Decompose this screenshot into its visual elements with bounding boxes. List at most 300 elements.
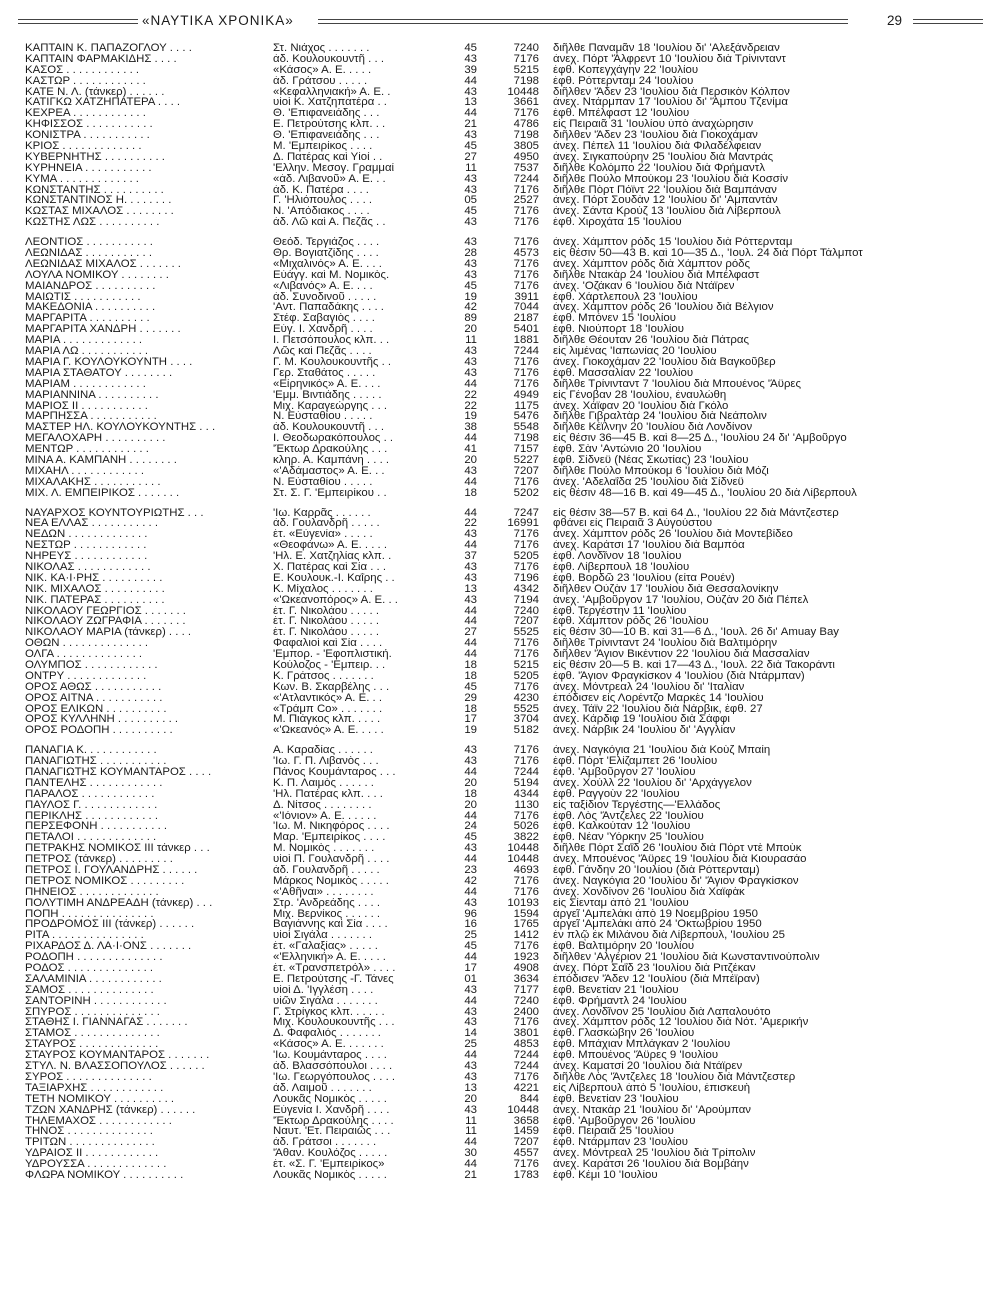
- tonnage: 7176: [513, 638, 539, 650]
- ship-row: [25, 529, 980, 540]
- tonnage: 1175: [514, 400, 539, 412]
- built-year: 43: [464, 1017, 477, 1029]
- owner: Λῶς καὶ Πεζᾶς . . . .: [273, 346, 372, 357]
- ship-row: [25, 562, 980, 573]
- tonnage: 1459: [513, 1126, 539, 1138]
- built-year: 22: [464, 389, 477, 401]
- owner: Ε. Κουλουκ.-Ι. Καΐρης . .: [273, 572, 395, 584]
- tonnage: 5182: [513, 725, 539, 737]
- ship-row: [25, 357, 980, 368]
- ship-name: ΜΕΝΤΩΡ . . . . . . . . . . . .: [25, 444, 149, 455]
- movement-note: ἀνεχ. Ντάρμπαν 17 'Ιουλίου δι' 'Άμπου Τζενίμα: [553, 97, 788, 109]
- ship-row: [25, 909, 980, 920]
- owner: Γερ. Σταθάτος . . . . .: [273, 367, 376, 379]
- ship-name: ΚΟΝΙΣΤΡΑ . . . . . . . . . . .: [25, 130, 150, 142]
- movement-note: διῆλθεν 'Άγιον Βικέντιον 22 'Ιουλίου διὰ Μασσαλίαν: [553, 649, 810, 660]
- built-year: 43: [464, 984, 477, 996]
- owner: «'Ιόνιον» Α. Ε. . . . . .: [273, 810, 377, 822]
- movement-note: ἀργεῖ 'Αμπελάκι ἀπὸ 19 Νοεμβρίου 1950: [553, 908, 758, 920]
- movement-note: διῆλθε Θέουταν 26 'Ιουλίου διὰ Πάτρας: [553, 335, 749, 347]
- ship-row: [25, 259, 980, 270]
- ship-row: [25, 455, 980, 466]
- ship-name: ΠΡΟΔΡΟΜΟΣ ΙΙΙ (τάνκερ) . . . . . .: [25, 919, 195, 931]
- tonnage: 1130: [514, 799, 539, 811]
- built-year: 11: [465, 162, 477, 174]
- owner: Κ. Π. Λαιμὸς . . . . . .: [273, 777, 374, 789]
- ship-row: [25, 1148, 980, 1159]
- tonnage: 5205: [513, 670, 539, 682]
- ship-row: [25, 974, 980, 985]
- owner: «Λιβανός» Α. Ε. . . .: [273, 280, 373, 292]
- ship-name: ΚΩΣΤΗΣ ΛΩΣ . . . . . . . . . .: [25, 217, 160, 229]
- ship-name: ΣΥΡΟΣ . . . . . . . . . . . . . .: [25, 1071, 152, 1083]
- ship-name: ΤΑΞΙΑΡΧΗΣ . . . . . . . . . . . .: [25, 1082, 164, 1094]
- ship-row: [25, 508, 980, 519]
- movement-note: ἐφθ. Λίβερπουλ 18 'Ιουλίου: [553, 561, 690, 573]
- ship-row: [25, 671, 980, 682]
- built-year: 43: [464, 237, 477, 249]
- owner: «'Αδάμαστος» Α. Ε. . .: [273, 465, 385, 477]
- tonnage: 4344: [513, 788, 539, 800]
- built-year: 44: [464, 1137, 477, 1149]
- built-year: 43: [464, 529, 477, 541]
- ship-row: [25, 745, 980, 756]
- owner: ἀδ. Κ. Πατέρα . . . .: [273, 184, 369, 196]
- tonnage: 7196: [513, 572, 539, 584]
- owner: ἑτ. «Γαλαξίας» . . . . .: [273, 941, 378, 953]
- ship-name: ΜΑΡΠΗΣΣΑ . . . . . . . . . . .: [25, 411, 157, 423]
- movement-note: διῆλθε Πούλο Μπούκομ 23 'Ιουλίου διὰ Κοσσίν: [553, 173, 789, 185]
- built-year: 43: [464, 53, 477, 65]
- ship-name: ΚΑΠΤΑΙΝ Κ. ΠΑΠΑΖΟΓΛΟΥ . . . .: [25, 43, 192, 54]
- ship-name: ΠΑΥΛΟΣ Γ. . . . . . . . . . . . .: [25, 799, 158, 811]
- ship-name: ΜΑΡΙΑΜ . . . . . . . . . . . .: [25, 378, 146, 390]
- movement-note: ἀνεχ. Σιγκαπούρην 25 'Ιουλίου διὰ Μαντράς: [553, 151, 774, 163]
- movement-note: ἀνεχ. Νάρβικ 24 'Ιουλίου δι' 'Αγγλίαν: [553, 725, 736, 737]
- ship-row: [25, 811, 980, 822]
- ship-row: [25, 898, 980, 909]
- movement-note: ἀνεχ. 'Οζάκαν 6 'Ιουλίου διὰ Ντάϊρεν: [553, 280, 735, 292]
- page-number: 29: [881, 10, 908, 32]
- tonnage: 7044: [513, 302, 539, 314]
- ship-row: [25, 595, 980, 606]
- built-year: 44: [464, 952, 477, 964]
- ship-name: ΚΕΧΡΕΑ . . . . . . . . . . . .: [25, 108, 146, 120]
- movement-note: ἀνεχ. Καράτσι 26 'Ιουλίου διὰ Βομβάην: [553, 1159, 749, 1170]
- movement-note: ἐπόδισεν εἰς Λορέντζο Μαρκὲς 14 'Ιουλίου: [553, 692, 764, 704]
- built-year: 44: [464, 616, 477, 628]
- movement-note: ἀνεχ. Ναγκόγια 21 'Ιουλίου διὰ Κοὺζ Μπαίη: [553, 745, 771, 757]
- ship-row: [25, 324, 980, 335]
- ship-row: [25, 660, 980, 671]
- header-rule: [318, 23, 848, 24]
- tonnage: 10448: [507, 843, 539, 855]
- tonnage: 7176: [513, 1159, 539, 1170]
- ship-name: ΜΑΙΩΤΙΣ . . . . . . . . . . .: [25, 291, 141, 303]
- built-year: 11: [465, 1115, 477, 1127]
- owner: Μ. 'Εμπειρίκος . . . .: [273, 141, 373, 152]
- owner: Θ. 'Επιφανειάδης . . .: [273, 130, 380, 142]
- ship-row: [25, 876, 980, 887]
- movement-note: διῆλθεν 'Αλγέριον 21 'Ιουλίου διὰ Κωνσταντινούπολιν: [553, 952, 820, 964]
- built-year: 13: [464, 1082, 477, 1094]
- movement-note: ἀνεχ. Καράτσι 17 'Ιουλίου διὰ Βαμπόα: [553, 540, 745, 552]
- built-year: 43: [464, 356, 477, 368]
- built-year: 23: [464, 865, 477, 876]
- ship-name: ΜΑΙΑΝΔΡΟΣ . . . . . . . . . .: [25, 280, 156, 292]
- tonnage: 4950: [513, 151, 539, 163]
- ship-row: [25, 313, 980, 324]
- owner: Γ. Στρίγκος κλπ. . . . . .: [273, 1006, 385, 1018]
- ship-row: [25, 76, 980, 87]
- owner: ἀδ. Βλασσόπουλοι . . . .: [273, 1061, 393, 1072]
- ship-row: [25, 627, 980, 638]
- ship-row: [25, 638, 980, 649]
- ship-name: ΤΗΛΕΜΑΧΟΣ . . . . . . . . . . . .: [25, 1115, 172, 1127]
- owner: υἱοὶ Σιγάλα . . . . . . .: [273, 930, 373, 942]
- tonnage: 10448: [507, 1104, 539, 1116]
- ship-row: [25, 108, 980, 119]
- built-year: 43: [464, 1061, 477, 1072]
- ship-row: [25, 411, 980, 422]
- ship-name: ΚΩΝΣΤΑΝΤΙΝΟΣ Η. . . . . . . .: [25, 195, 172, 207]
- ship-row: [25, 1039, 980, 1050]
- tonnage: 4949: [513, 389, 539, 401]
- ship-row: [25, 1159, 980, 1170]
- ship-name: ΠΑΝΑΓΙΩΤΗΣ . . . . . . . . . . .: [25, 756, 167, 768]
- movement-note: ἐφθ. Πόρτ 'Ελίζαμπετ 26 'Ιουλίου: [553, 756, 718, 768]
- ship-name: ΠΕΡΙΚΛΗΣ . . . . . . . . . . . .: [25, 810, 159, 822]
- movement-note: ἀνεχ. Πόρτ Σουδὰν 12 'Ιουλίου δι' 'Αμπαντὰν: [553, 195, 778, 207]
- header-rule: [18, 19, 138, 20]
- ship-name: ΟΡΟΣ ΑΘΩΣ . . . . . . . . . . .: [25, 681, 162, 693]
- owner: «Κάσος» Α. Ε. . . . . . .: [273, 1039, 384, 1051]
- owner: Κούλοζος - 'Εμπειρ. . .: [273, 659, 386, 671]
- tonnage: 7176: [513, 1071, 539, 1083]
- owner: Ν. Εὐσταθίου . . . . .: [273, 476, 373, 488]
- built-year: 11: [465, 335, 477, 347]
- built-year: 41: [464, 444, 477, 455]
- tonnage: 5548: [513, 422, 539, 434]
- owner: «'Ωκεανοπόρος» Α. Ε. . .: [273, 594, 398, 606]
- movement-note: ἐφθ. Ντάρμπαν 23 'Ιουλίου: [553, 1137, 688, 1149]
- tonnage: 7244: [513, 346, 539, 357]
- built-year: 43: [464, 346, 477, 357]
- ship-row: [25, 1126, 980, 1137]
- owner: Δ. Φαφαλιός . . . . . . .: [273, 1028, 381, 1040]
- movement-note: ἐφθ. Χάμπτον ρόδς 26 'Ιουλίου: [553, 616, 709, 628]
- ship-row: [25, 573, 980, 584]
- tonnage: 4573: [513, 248, 539, 259]
- built-year: 44: [464, 995, 477, 1007]
- tonnage: 4221: [513, 1082, 539, 1094]
- ship-row: [25, 422, 980, 433]
- movement-note: ἐφθ. Ραγγοὺν 22 'Ιουλίου: [553, 788, 680, 800]
- built-year: 44: [464, 767, 477, 778]
- movement-note: ἀνεχ. Ντακὰρ 21 'Ιουλίου δι' 'Αρούμπαν: [553, 1104, 752, 1116]
- built-year: 11: [465, 1126, 477, 1138]
- owner: 'Ιω. Μ. Νικηφόρος . . . .: [273, 821, 390, 833]
- owner: Στέφ. Σαβαγιὸς . . . .: [273, 313, 375, 325]
- owner: ἀδ. Γράτσοι . . . . . . .: [273, 1137, 377, 1149]
- movement-note: διῆλθεν 'Άδεν 23 'Ιουλίου διὰ Περσικὸν Κόλπον: [553, 86, 790, 98]
- tonnage: 3805: [513, 141, 539, 152]
- owner: Βαγιάννης καὶ Σία . . . .: [273, 919, 388, 931]
- owner: «Κεφαλληνιακή» Α. Ε. .: [273, 86, 391, 98]
- tonnage: 7176: [513, 280, 539, 292]
- ship-name: ΠΟΠΗ . . . . . . . . . . . . . . .: [25, 908, 154, 920]
- ship-name: ΜΙΧ. Λ. ΕΜΠΕΙΡΙΚΟΣ . . . . . . .: [25, 487, 180, 499]
- built-year: 22: [464, 518, 477, 530]
- ship-name: ΝΙΚΟΛΑΣ . . . . . . . . . . . .: [25, 561, 151, 573]
- ship-name: ΝΙΚ. ΜΙΧΑΛΟΣ . . . . . . . . . .: [25, 583, 165, 595]
- built-year: 25: [464, 1039, 477, 1051]
- movement-note: ἀνεχ. Χάμπτον ρόδς 26 'Ιουλίου διὰ Βέλγιον: [553, 302, 774, 314]
- ship-name: ΣΤΑΜΟΣ . . . . . . . . . . . . . .: [25, 1028, 160, 1040]
- tonnage: 7247: [513, 507, 539, 519]
- tonnage: 7176: [513, 367, 539, 379]
- built-year: 45: [464, 206, 477, 218]
- tonnage: 4342: [513, 583, 539, 595]
- movement-note: διῆλθεν Οὐζὰν 17 'Ιουλίου διὰ Θεσσαλονίκην: [553, 583, 779, 595]
- movement-note: ἐφθ. Λονδῖνον 18 'Ιουλίου: [553, 551, 682, 562]
- owner: ἑτ. Γ. Νικολάου . . . . .: [273, 616, 380, 628]
- owner: ἀδ. Συνοδινοῦ . . . . .: [273, 291, 377, 303]
- built-year: 43: [464, 756, 477, 768]
- ship-row: [25, 919, 980, 930]
- tonnage: 7176: [513, 681, 539, 693]
- built-year: 25: [464, 930, 477, 942]
- built-year: 20: [464, 799, 477, 811]
- built-year: 38: [464, 422, 477, 434]
- built-year: 42: [464, 302, 477, 314]
- owner: ἀδ. Κουλουκουντῆ . . .: [273, 53, 385, 65]
- owner: «ἀδ. Λιβανοῦ» Α. Ε. . .: [273, 173, 386, 185]
- built-year: 43: [464, 572, 477, 584]
- ship-name: ΛΕΩΝΙΔΑΣ ΜΙΧΑΛΟΣ . . . . . . .: [25, 258, 181, 270]
- built-year: 24: [464, 821, 477, 833]
- ship-row: [25, 996, 980, 1007]
- built-year: 45: [464, 832, 477, 844]
- ship-name: ΠΑΡΑΛΟΣ . . . . . . . . . . . .: [25, 788, 155, 800]
- ship-name: ΚΩΝΣΤΑΝΤΗΣ . . . . . . . . . .: [25, 184, 164, 196]
- owner: Λουκᾶς Νομικὸς . . . . .: [273, 1093, 387, 1105]
- ship-name: ΚΑΣΤΩΡ . . . . . . . . . . . .: [25, 75, 146, 87]
- built-year: 37: [464, 551, 477, 562]
- movement-note: ἐφθ. Σίδνεϋ (Νέας Σκωτίας) 23 'Ιουλίου: [553, 454, 749, 466]
- ship-row: [25, 130, 980, 141]
- ship-row: [25, 141, 980, 152]
- owner: «'Ωκεανός» Α. Ε. . . . .: [273, 725, 384, 737]
- ship-name: ΚΥΒΕΡΝΗΤΗΣ . . . . . . . . . .: [25, 151, 165, 163]
- built-year: 44: [464, 638, 477, 650]
- ship-name: ΟΛΥΜΠΟΣ . . . . . . . . . . . .: [25, 659, 158, 671]
- built-year: 01: [464, 973, 477, 985]
- built-year: 16: [464, 919, 477, 931]
- ship-row: [25, 43, 980, 54]
- movement-note: εἰς θέσιν 50—43 Β. καὶ 10—35 Δ., 'Ιουλ. 24 διὰ Πόρτ Τάλμποτ: [553, 248, 863, 259]
- ship-row: [25, 1072, 980, 1083]
- built-year: 44: [464, 854, 477, 866]
- tonnage: 7176: [513, 378, 539, 390]
- ship-row: [25, 302, 980, 313]
- publication-title: «ΝΑΥΤΙΚΑ ΧΡΟΝΙΚΑ»: [138, 10, 298, 32]
- ship-row: [25, 649, 980, 660]
- ship-name: ΜΑΡΙΟΣ ΙΙ . . . . . . . . . . .: [25, 400, 148, 412]
- ship-row: [25, 767, 980, 778]
- movement-note: ἐφθ. Κέμι 10 'Ιουλίου: [553, 1169, 658, 1181]
- ship-name: ΚΩΣΤΑΣ ΜΙΧΑΛΟΣ . . . . . . . .: [25, 206, 174, 218]
- movement-note: ἀνεχ. Μόντρεαλ 25 'Ιουλίου διὰ Τρίπολιν: [553, 1148, 756, 1160]
- built-year: 44: [464, 108, 477, 120]
- movement-note: ἐφθ. 'Αμβοῦργον 27 'Ιουλίου: [553, 767, 696, 778]
- tonnage: 2527: [513, 195, 539, 207]
- movement-note: ἀνεχ. 'Αδελαΐδα 25 'Ιουλίου διὰ Σίδνεϋ: [553, 476, 744, 488]
- ship-row: [25, 800, 980, 811]
- tonnage: 3704: [513, 714, 539, 726]
- built-year: 20: [464, 777, 477, 789]
- ship-name: ΛΕΩΝΙΔΑΣ . . . . . . . . . . .: [25, 248, 152, 259]
- movement-note: ἐφθ. Χιροχάτα 15 'Ιουλίου: [553, 217, 682, 229]
- built-year: 29: [464, 692, 477, 704]
- tonnage: 7176: [513, 886, 539, 898]
- owner: Γ. Μ. Κουλουκουντῆς . .: [273, 356, 392, 368]
- tonnage: 3634: [513, 973, 539, 985]
- ship-row: [25, 174, 980, 185]
- built-year: 28: [464, 248, 477, 259]
- owner: Μ. Νομικὸς . . . . . . .: [273, 843, 375, 855]
- ship-row: [25, 832, 980, 843]
- movement-note: ἐφθ. Μπουένος 'Άϋρες 9 'Ιουλίου: [553, 1050, 719, 1062]
- built-year: 18: [464, 670, 477, 682]
- owner: 'Ηλ. Πατέρας κλπ. . . .: [273, 788, 383, 800]
- ship-row: [25, 346, 980, 357]
- ship-name: ΜΑΡΙΑ ΛΩ . . . . . . . . . . .: [25, 346, 149, 357]
- tonnage: 4230: [513, 692, 539, 704]
- ship-name: ΤΡΙΤΩΝ . . . . . . . . . . . . . .: [25, 1137, 155, 1149]
- built-year: 43: [464, 269, 477, 281]
- movement-note: φθάνει εἰς Πειραιᾶ 3 Αὐγούστου: [553, 518, 713, 530]
- ship-name: ΚΥΜΑ . . . . . . . . . . . . .: [25, 173, 139, 185]
- movement-note: ἐφθ. Βενετίαν 21 'Ιουλίου: [553, 984, 679, 996]
- tonnage: 7176: [513, 756, 539, 768]
- ship-name: ΣΤΑΥΡΟΣ . . . . . . . . . . . . .: [25, 1039, 159, 1051]
- owner: Α. Καραδίας . . . . . .: [273, 745, 373, 757]
- movement-note: διῆλθε Ντακὰρ 24 'Ιουλίου διὰ Μπέλφαστ: [553, 269, 760, 281]
- ship-name: ΣΠΥΡΟΣ . . . . . . . . . . . . . .: [25, 1006, 160, 1018]
- built-year: 44: [464, 507, 477, 519]
- tonnage: 7176: [513, 53, 539, 65]
- tonnage: 4693: [513, 865, 539, 876]
- ship-name: ΡΙΤΑ . . . . . . . . . . . . . . .: [25, 930, 144, 942]
- ship-row: [25, 237, 980, 248]
- owner: ἀδ. Κουλουκουντῆ . . .: [273, 422, 385, 434]
- tonnage: 7194: [513, 594, 539, 606]
- built-year: 18: [464, 487, 477, 499]
- tonnage: 5525: [513, 703, 539, 715]
- movement-note: ἐφθ. Μπάχιαν Μπλάγκαν 2 'Ιουλίου: [553, 1039, 731, 1051]
- movement-note: ἐφθ. Νιούπορτ 18 'Ιουλίου: [553, 324, 684, 336]
- movement-note: ἀνεχ. Ναγκόγια 20 'Ιουλίου δι' 'Άγιον Φραγκίσκον: [553, 875, 799, 887]
- tonnage: 1923: [513, 952, 539, 964]
- ship-row: [25, 292, 980, 303]
- ship-name: ΤΗΝΟΣ . . . . . . . . . . . . . .: [25, 1126, 153, 1138]
- ship-name: ΡΟΔΟΣ . . . . . . . . . . . . . .: [25, 963, 154, 974]
- owner: υἱῶν Σιγάλα . . . . . . .: [273, 995, 378, 1007]
- ship-row: [25, 616, 980, 627]
- owner: «Τράμπ Co» . . . . . . .: [273, 703, 383, 715]
- owner: Κ. Γράτσος . . . . . . .: [273, 670, 374, 682]
- ship-name: ΥΔΡΟΥΣΣΑ . . . . . . . . . . . . .: [25, 1159, 167, 1170]
- owner: Κων. Β. Σκαρβέλης . . .: [273, 681, 390, 693]
- owner: Ναυτ. 'Ετ. Πειραιῶς . . .: [273, 1126, 391, 1138]
- ship-row: [25, 97, 980, 108]
- movement-note: ἀνεχ. Κάρδιφ 19 'Ιουλίου διὰ Σάφφι: [553, 714, 730, 726]
- owner: ἀδ. Γράτσου . . . . .: [273, 75, 368, 87]
- tonnage: 2400: [513, 1006, 539, 1018]
- ship-name: ΚΑΠΤΑΙΝ ΦΑΡΜΑΚΙΔΗΣ . . . .: [25, 53, 177, 65]
- ship-row: [25, 185, 980, 196]
- built-year: 17: [464, 963, 477, 974]
- tonnage: 16991: [507, 518, 539, 530]
- movement-note: διῆλθε Τρίνινταντ 7 'Ιουλίου διὰ Μπουένος 'Άϋρες: [553, 378, 801, 390]
- ship-group: [25, 237, 980, 498]
- ship-row: [25, 1061, 980, 1072]
- ship-movements-listing: [25, 43, 980, 1190]
- ship-name: ΚΑΤΙΓΚΩ ΧΑΤΖΗΠΑΤΕΡΑ . . . .: [25, 97, 181, 109]
- page-header: [18, 10, 983, 32]
- ship-row: [25, 887, 980, 898]
- built-year: 44: [464, 649, 477, 660]
- tonnage: 5194: [513, 777, 539, 789]
- ship-name: ΚΡΙΟΣ . . . . . . . . . . . . .: [25, 141, 142, 152]
- built-year: 44: [464, 378, 477, 390]
- owner: 'Εμπορ. - 'Εφοπλιστική.: [273, 649, 392, 660]
- ship-name: ΟΡΟΣ ΕΛΙΚΩΝ . . . . . . . . . .: [25, 703, 167, 715]
- built-year: 39: [464, 64, 477, 76]
- built-year: 45: [464, 280, 477, 292]
- ship-row: [25, 379, 980, 390]
- ship-name: ΦΛΩΡΑ ΝΟΜΙΚΟΥ . . . . . . . . . .: [25, 1169, 184, 1181]
- movement-note: ἀνεχ. Χάμπτον ρόδς 12 'Ιουλίου διὰ Νότ. 'Αμερικήν: [553, 1017, 809, 1029]
- owner: ἀδ. Λῶ καὶ Α. Πεζᾶς . .: [273, 217, 386, 229]
- owner: «'Ατλαντικός» Α. Ε. . .: [273, 692, 383, 704]
- built-year: 43: [464, 86, 477, 98]
- ship-row: [25, 217, 980, 228]
- ship-row: [25, 281, 980, 292]
- built-year: 89: [464, 313, 477, 325]
- built-year: 19: [464, 291, 477, 303]
- movement-note: ἐφθ. Νέαν 'Υόρκην 25 'Ιουλίου: [553, 832, 704, 844]
- ship-row: [25, 368, 980, 379]
- tonnage: 7157: [513, 444, 539, 455]
- built-year: 18: [464, 703, 477, 715]
- movement-note: ἀνεχ. Χάϊφαν 20 'Ιουλίου διὰ Γκόλο: [553, 400, 729, 412]
- tonnage: 3661: [513, 97, 539, 109]
- built-year: 44: [464, 810, 477, 822]
- ship-name: ΣΤΥΛ. Ν. ΒΛΑΣΣΟΠΟΥΛΟΣ . . . . . .: [25, 1061, 205, 1072]
- movement-note: ἐφθ. Γάνδην 20 'Ιουλίου (διὰ Ρόττερνταμ): [553, 865, 760, 876]
- ship-name: ΚΑΣΟΣ . . . . . . . . . . . .: [25, 64, 140, 76]
- movement-note: διῆλθε Τρίνινταντ 24 'Ιουλίου διὰ Βαλτιμόρην: [553, 638, 778, 650]
- ship-name: ΝΙΚ. ΚΑ·Ι·ΡΗΣ . . . . . . . . . .: [25, 572, 163, 584]
- ship-name: ΣΑΜΟΣ . . . . . . . . . . . . . .: [25, 984, 154, 996]
- movement-note: ἀνεχ. Σάντα Κρούζ 13 'Ιουλίου διὰ Λίβερπουλ: [553, 206, 781, 218]
- tonnage: 3911: [514, 291, 539, 303]
- ship-row: [25, 335, 980, 346]
- header-rule: [913, 23, 983, 24]
- built-year: 21: [464, 1169, 477, 1181]
